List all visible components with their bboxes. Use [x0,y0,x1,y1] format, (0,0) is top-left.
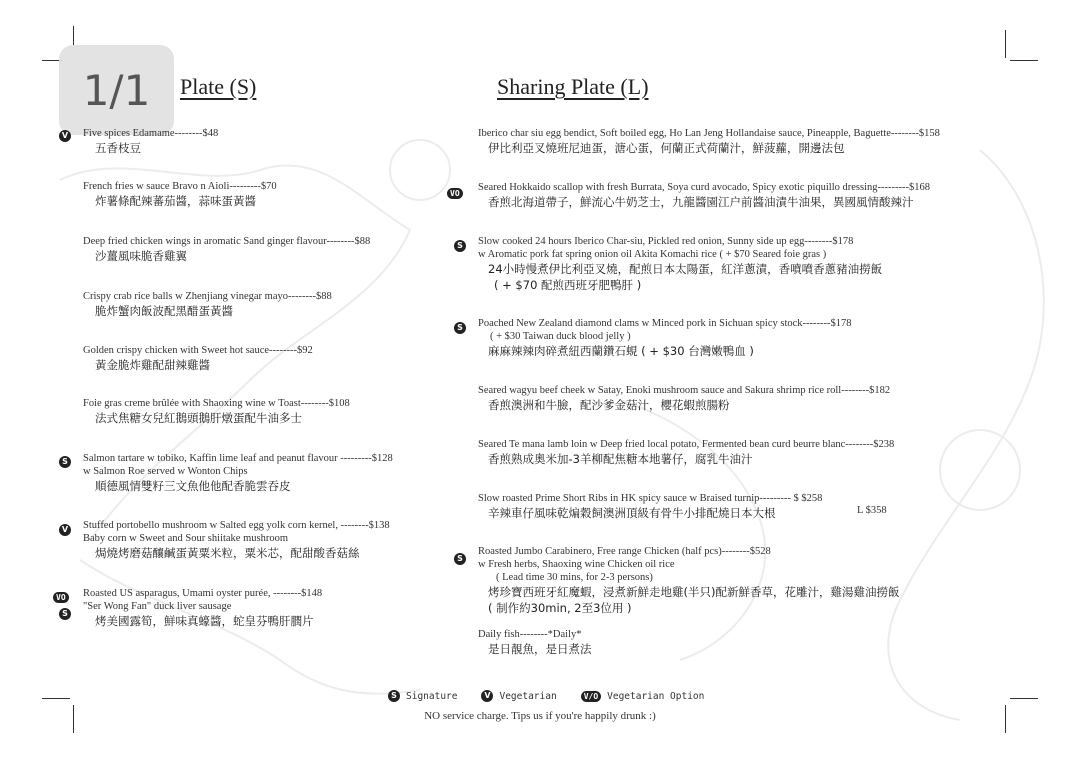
dish-english: Slow cooked 24 hours Iberico Char-siu, Pickled red onion, Sunny side up egg--------$178 [478,236,854,247]
menu-item [83,235,370,264]
dish-english-line3: ( Lead time 30 mins, for 2-3 persons) [496,572,653,583]
menu-item [478,181,930,210]
dish-chinese: 烤珍寶西班牙紅魔蝦，浸煮新鮮走地雞(半只)配新鮮香草，花雕汁，雞湯雞油撈飯 [488,585,900,599]
legend-vegetarian-label: Vegetarian [499,690,557,702]
dish-english: Daily fish--------*Daily* [478,629,582,640]
legend-vegetarian-option-label: Vegetarian Option [607,690,705,702]
dish-chinese: 五香枝豆 [95,141,141,155]
dish-chinese: 黃金脆炸雞配甜辣雞醬 [95,358,210,372]
dish-english: Seared Hokkaido scallop with fresh Burrata, Soya curd avocado, Spicy exotic piquillo dressing---------$168 [478,182,930,193]
vegetarian-option-icon: V/O [581,691,601,702]
dish-english-line2: w Salmon Roe served w Wonton Chips [83,466,248,477]
dish-english: Salmon tartare w tobiko, Kaffin lime leaf and peanut flavour ---------$128 [83,453,393,464]
dish-chinese: 麻麻辣辣肉碎煮紐西蘭鑽石蜆 ( + $30 台灣嫩鴨血 ) [488,344,754,358]
dish-english: Slow roasted Prime Short Ribs in HK spicy sauce w Braised turnip--------- $ $258 [478,493,823,504]
dish-english-line2: w Aromatic pork fat spring onion oil Akita Komachi rice ( + $70 Seared foie gras ) [478,249,827,260]
dish-english: Iberico char siu egg bendict, Soft boiled egg, Ho Lan Jeng Hollandaise sauce, Pineapple, Baguette--------$158 [478,128,940,139]
dish-chinese: 順德風情雙籽三文魚他他配香脆雲吞皮 [95,479,291,493]
dish-english-line2: ( + $30 Taiwan duck blood jelly ) [490,331,631,342]
dish-chinese: 烤美國露筍，鮮味真蠔醬，蛇皇芬鴨肝膶片 [95,614,314,628]
signature-icon: S [454,240,466,252]
dish-chinese: 伊比利亞叉燒班尼迪蛋，溏心蛋，何蘭正式荷蘭汁，鮮菠蘿，開邊法包 [488,141,845,155]
page-indicator: 1/1 [59,45,174,135]
menu-item [83,127,218,156]
dish-chinese: 沙薑風味脆香雞翼 [95,249,187,263]
dish-chinese: 法式焦糖女兒紅鵝頭鵝肝燉蛋配牛油多士 [95,411,302,425]
dish-chinese: 焗燒烤磨菇釀鹹蛋黃粟米粒，粟米芯，配甜酸香菇絲 [95,546,360,560]
menu-item [478,545,899,616]
dish-chinese: 香煎熟成奧米加-3羊柳配焦糖本地薯仔，腐乳牛油汁 [488,452,753,466]
dish-chinese: 辛辣車仔風味乾煸穀飼澳洲頂級有骨牛小排配燒日本大根 [488,506,776,520]
menu-item [478,384,890,413]
crop-mark [1010,698,1038,699]
menu-item [83,344,313,373]
large-size-price: L $358 [857,505,887,516]
dish-english: Roasted Jumbo Carabinero, Free range Chicken (half pcs)--------$528 [478,546,771,557]
dish-chinese: 香煎澳洲和牛臉，配沙爹金菇汁，櫻花蝦煎腸粉 [488,398,730,412]
crop-mark [73,26,74,46]
menu-item [83,290,332,319]
signature-icon: S [388,690,400,702]
dish-english: Roasted US asparagus, Umami oyster purée, --------$148 [83,588,323,599]
menu-item [83,180,277,209]
menu-item [478,628,592,657]
dish-english: Deep fried chicken wings in aromatic Sand ginger flavour--------$88 [83,236,371,247]
dish-english: Poached New Zealand diamond clams w Minced pork in Sichuan spicy stock--------$178 [478,318,852,329]
crop-mark [1010,60,1038,61]
menu-item [478,492,822,521]
signature-icon: S [59,456,71,468]
dish-chinese: 香煎北海道帶子，鮮流心牛奶芝士，九龍醬園江户前醬油漬牛油果，異國風情酸辣汁 [488,195,914,209]
menu-item [83,452,393,494]
dish-english-line2: "Ser Wong Fan" duck liver sausage [83,601,232,612]
dish-english: Stuffed portobello mushroom w Salted egg yolk corn kernel, --------$138 [83,520,390,531]
dish-english: Crispy crab rice balls w Zhenjiang vinegar mayo--------$88 [83,291,332,302]
dish-chinese: 炸薯條配辣蕃茄醬，蒜味蛋黃醬 [95,194,256,208]
vegetarian-option-icon: VO [53,592,69,603]
menu-item [83,519,390,561]
crop-mark [42,698,70,699]
dish-english: Golden crispy chicken with Sweet hot sauce--------$92 [83,345,313,356]
dish-chinese-line2: ( 制作約30min, 2至3位用 ) [488,601,632,615]
dish-chinese: 24小時慢煮伊比利亞叉燒，配煎日本太陽蛋，紅洋蔥漬，香噴噴香蔥豬油撈飯 [488,262,883,276]
dish-english: Five spices Edamame--------$48 [83,128,219,139]
menu-item [478,127,940,156]
signature-icon: S [454,553,466,565]
vegetarian-icon: V [59,130,71,142]
right-column-title: Sharing Plate (L) [497,74,649,99]
legend-signature-label: Signature [406,690,458,702]
footer-note: NO service charge. Tips us if you're happily drunk :) [424,710,656,722]
dish-english-line2: w Fresh herbs, Shaoxing wine Chicken oil rice [478,559,675,570]
dish-english: French fries w sauce Bravo n Aioli---------$70 [83,181,277,192]
menu-item [83,587,322,629]
dish-english: Seared Te mana lamb loin w Deep fried local potato, Fermented bean curd beurre blanc--------$238 [478,439,895,450]
dish-english: Seared wagyu beef cheek w Satay, Enoki mushroom sauce and Sakura shrimp rice roll--------$182 [478,385,891,396]
vegetarian-option-icon: VO [447,188,463,199]
dish-chinese: 脆炸蟹肉飯波配黑醋蛋黃醬 [95,304,233,318]
dish-chinese: 是日靚魚，是日煮法 [488,642,592,656]
menu-item [478,438,894,467]
menu-item [478,235,882,293]
crop-mark [1005,30,1006,58]
signature-icon: S [59,608,71,620]
legend [388,690,704,702]
vegetarian-icon: V [481,690,493,702]
menu-item [83,397,350,426]
left-column-title: Plate (S) [180,74,257,99]
dish-english-line2: Baby corn w Sweet and Sour shiitake mushroom [83,533,289,544]
vegetarian-icon: V [59,524,71,536]
dish-english: Foie gras creme brûlée with Shaoxing wine w Toast--------$108 [83,398,350,409]
menu-item [478,317,852,359]
dish-chinese-line2: ( + $70 配煎西班牙肥鴨肝 ) [494,278,642,292]
signature-icon: S [454,322,466,334]
